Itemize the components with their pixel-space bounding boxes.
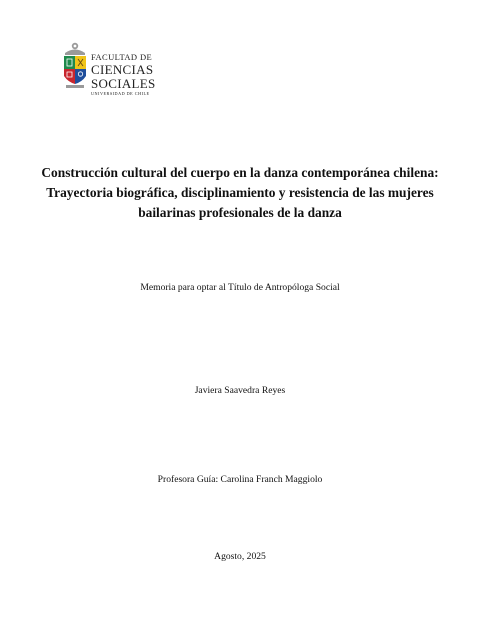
- logo-line-university: UNIVERSIDAD DE CHILE: [91, 90, 150, 96]
- shield-quadrant-green: [64, 56, 75, 69]
- logo-wordmark: [91, 53, 156, 96]
- degree-statement: Memoria para optar al Título de Antropóloga Social: [140, 282, 340, 293]
- advisor-name: Profesora Guía: Carolina Franch Maggiolo: [157, 474, 323, 485]
- logo-line-sociales: SOCIALES: [91, 75, 156, 91]
- shield-quadrant-red: [64, 69, 75, 84]
- university-shield-icon: [60, 40, 90, 92]
- author-name: Javiera Saavedra Reyes: [194, 385, 286, 396]
- submission-date: Agosto, 2025: [214, 551, 266, 562]
- thesis-title: Construcción cultural del cuerpo en la danza contemporánea chilena: Trayectoria biográfica, disciplinamiento y resistencia de las mujeres bailarinas profesionales de la danza: [41, 165, 439, 220]
- logo-line-ciencias: CIENCIAS: [91, 61, 154, 77]
- logo-line-faculty: FACULTAD DE: [91, 52, 153, 62]
- faculty-logo: [60, 40, 170, 94]
